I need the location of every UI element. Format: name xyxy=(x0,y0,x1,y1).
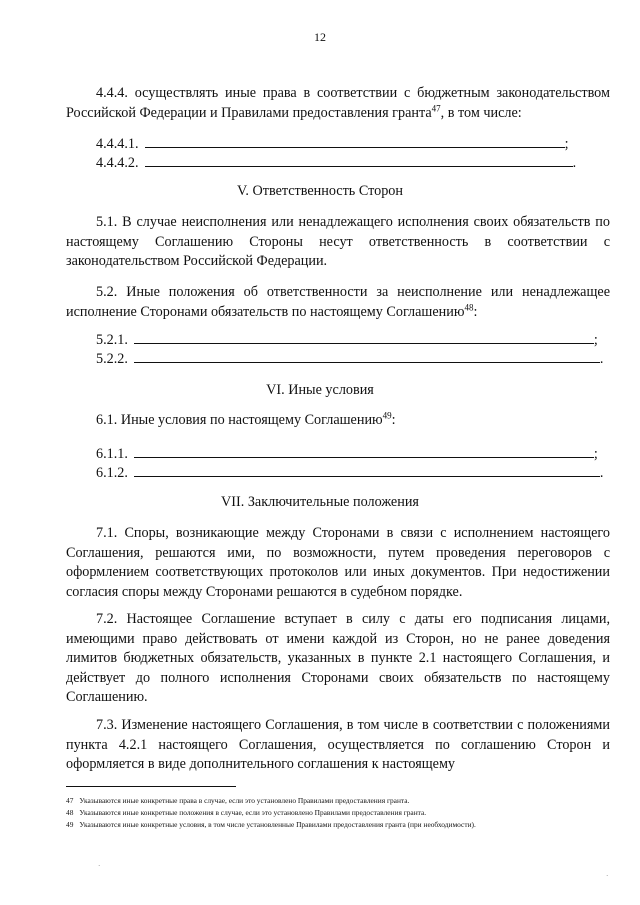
clause-end: ; xyxy=(593,332,598,348)
clause-7-2: 7.2. Настоящее Соглашение вступает в силу с даты его подписания лицами, имеющими право действовать от имени каждой из Сторон, но не ранее доведения лимитов бюджетных обязательств, указанных в пункте 2.1 настоящего Соглашения, и действует до полного исполнения Сторонами своих обязательств по настоящему Соглашению. xyxy=(66,611,610,705)
clause-end: . xyxy=(572,155,577,171)
clause-7-3: 7.3. Изменение настоящего Соглашения, в том числе в соответствии с положениями пункта 4.2.1 настоящего Соглашения, осуществляется по соглашению Сторон и оформляется в виде дополнительного соглашения к настоящему xyxy=(66,717,610,772)
footnote-text: Указываются иные конкретные права в случае, если это установлено Правилами предоставления гранта. xyxy=(79,796,410,805)
footnote-text: Указываются иные конкретные положения в случае, если это установлено Правилами предоставления гранта. xyxy=(79,808,427,817)
footnote-separator xyxy=(66,786,236,787)
clause-number: 5.2.2. xyxy=(96,351,128,367)
footnote-text: Указываются иные конкретные условия, в том числе установленные Правилами предоставления гранта (при необходимости). xyxy=(79,820,476,829)
footnote-49 xyxy=(66,820,476,830)
clause-5-2 xyxy=(66,283,610,322)
clause-6-1-tail: : xyxy=(391,412,396,428)
fill-in-blank xyxy=(134,348,600,363)
clause-4-4-4-tail: , в том числе: xyxy=(440,104,522,121)
clause-end: . xyxy=(599,351,604,367)
footnote-ref-49: 49 xyxy=(382,410,392,421)
footnote-48 xyxy=(66,808,426,818)
clause-end: ; xyxy=(593,446,598,462)
clause-end: . xyxy=(599,465,604,481)
scan-speck: · xyxy=(606,872,609,880)
footnote-number: 48 xyxy=(66,808,74,817)
clause-6-1-1 xyxy=(96,443,598,464)
clause-5-1: 5.1. В случае неисполнения или ненадлежащего исполнения своих обязательств по настоящему Соглашению Стороны несут ответственность в соответствии с законодательством Российской Федерации. xyxy=(66,214,610,269)
clause-5-2-text: 5.2. Иные положения об ответственности за неисполнение или ненадлежащее исполнение Сторонами обязательств по настоящему Соглашению xyxy=(66,284,610,320)
section-heading-5: V. Ответственность Сторон xyxy=(237,183,403,199)
clause-5-2-tail: : xyxy=(473,303,478,320)
fill-in-blank xyxy=(134,462,600,477)
footnote-number: 47 xyxy=(66,796,74,805)
clause-5-2-1 xyxy=(96,329,598,350)
clause-end: ; xyxy=(564,136,569,152)
footnote-ref-48: 48 xyxy=(464,301,474,312)
clause-4-4-4-1 xyxy=(96,133,569,154)
fill-in-blank xyxy=(134,443,594,458)
fill-in-blank xyxy=(145,133,565,148)
footnote-ref-47: 47 xyxy=(431,102,441,113)
clause-6-1 xyxy=(66,411,610,431)
clause-4-4-4-text: 4.4.4. осуществлять иные права в соответствии с бюджетным законодательством Российской Федерации и Правилами предоставления гранта xyxy=(66,85,610,121)
clause-4-4-4-2 xyxy=(96,152,576,173)
clause-number: 6.1.1. xyxy=(96,446,128,462)
clause-number: 4.4.4.1. xyxy=(96,136,139,152)
clause-6-1-text: 6.1. Иные условия по настоящему Соглашению xyxy=(96,412,383,428)
clause-number: 4.4.4.2. xyxy=(96,155,139,171)
section-heading-6: VI. Иные условия xyxy=(266,382,374,398)
clause-number: 6.1.2. xyxy=(96,465,128,481)
clause-4-4-4 xyxy=(66,84,610,123)
page-number: 12 xyxy=(314,30,326,44)
section-heading-7: VII. Заключительные положения xyxy=(221,494,419,510)
fill-in-blank xyxy=(134,329,594,344)
clause-7-1: 7.1. Споры, возникающие между Сторонами в связи с исполнением настоящего Соглашения, решаются ими, по возможности, путем проведения переговоров с оформлением соответствующих протоколов или иных документов. При недостижении согласия споры между Сторонами решаются в судебном порядке. xyxy=(66,525,610,600)
clause-5-2-2 xyxy=(96,348,603,369)
footnote-47 xyxy=(66,796,409,806)
fill-in-blank xyxy=(145,152,573,167)
scan-speck: · xyxy=(98,862,101,870)
clause-number: 5.2.1. xyxy=(96,332,128,348)
footnote-number: 49 xyxy=(66,820,74,829)
clause-6-1-2 xyxy=(96,462,603,483)
